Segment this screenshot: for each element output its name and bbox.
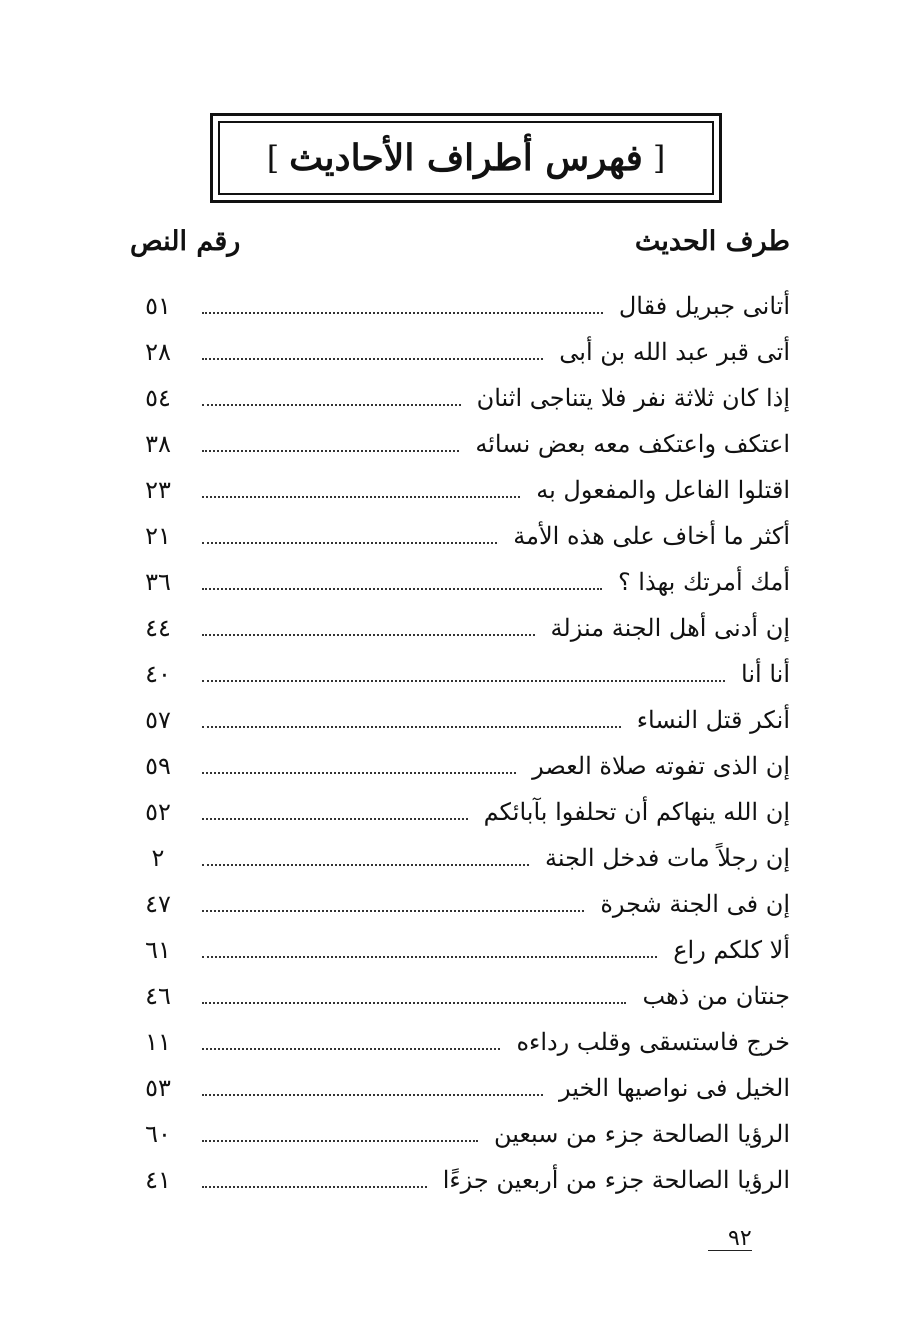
- dot-leader: [202, 1094, 543, 1096]
- hadith-excerpt: أكثر ما أخاف على هذه الأمة: [513, 522, 790, 550]
- text-number: ٣٦: [145, 568, 171, 596]
- dot-leader: [202, 312, 603, 314]
- index-entry: [130, 1157, 790, 1203]
- index-entry: [130, 605, 790, 651]
- text-number: ٥١: [145, 292, 171, 320]
- title-inner-frame: [218, 121, 714, 195]
- text-number: ٥٢: [145, 798, 171, 826]
- dot-leader: [202, 680, 725, 682]
- index-entry: [130, 835, 790, 881]
- dot-leader: [202, 588, 602, 590]
- text-number: ٥٣: [145, 1074, 171, 1102]
- dot-leader: [202, 1048, 500, 1050]
- hadith-excerpt: أتانى جبريل فقال: [618, 292, 790, 320]
- text-number: ٢٨: [145, 338, 171, 366]
- hadith-column-header: طرف الحديث: [634, 226, 790, 257]
- hadith-excerpt: إن الذى تفوته صلاة العصر: [532, 752, 790, 780]
- text-number: ٤٦: [145, 982, 171, 1010]
- index-entry: [130, 329, 790, 375]
- dot-leader: [202, 864, 529, 866]
- index-entry: [130, 559, 790, 605]
- title-bracket-open: [: [652, 139, 666, 177]
- hadith-excerpt: جنتان من ذهب: [642, 982, 790, 1010]
- text-number: ١١: [145, 1028, 171, 1056]
- index-entry: [130, 1019, 790, 1065]
- hadith-excerpt: اقتلوا الفاعل والمفعول به: [536, 476, 790, 504]
- text-number: ٥٤: [145, 384, 171, 412]
- index-entry: [130, 1111, 790, 1157]
- index-entry: [130, 375, 790, 421]
- dot-leader: [202, 818, 468, 820]
- hadith-excerpt: الخيل فى نواصيها الخير: [559, 1074, 790, 1102]
- index-entry: [130, 881, 790, 927]
- text-number: ٢٣: [145, 476, 171, 504]
- index-entry: [130, 927, 790, 973]
- index-entry: [130, 651, 790, 697]
- index-list: [130, 283, 790, 1203]
- text-number: ٢: [151, 844, 165, 872]
- index-entry: [130, 973, 790, 1019]
- dot-leader: [202, 1002, 626, 1004]
- dot-leader: [202, 542, 497, 544]
- hadith-excerpt: أتى قبر عبد الله بن أبى: [559, 338, 790, 366]
- dot-leader: [202, 496, 520, 498]
- text-number: ٤٧: [145, 890, 171, 918]
- number-column-header: رقم النص: [130, 226, 241, 257]
- hadith-excerpt: إن رجلاً مات فدخل الجنة: [545, 844, 790, 872]
- dot-leader: [202, 910, 584, 912]
- text-number: ٤٤: [145, 614, 171, 642]
- text-number: ٢١: [145, 522, 171, 550]
- index-entry: [130, 697, 790, 743]
- hadith-excerpt: إن أدنى أهل الجنة منزلة: [550, 614, 790, 642]
- text-number: ٣٨: [145, 430, 171, 458]
- text-number: ٥٧: [145, 706, 171, 734]
- index-entry: [130, 743, 790, 789]
- text-number: ٦٠: [145, 1120, 171, 1148]
- dot-leader: [202, 956, 657, 958]
- index-entry: [130, 789, 790, 835]
- hadith-excerpt: إن الله ينهاكم أن تحلفوا بآبائكم: [483, 798, 790, 826]
- index-entry: [130, 1065, 790, 1111]
- dot-leader: [202, 1140, 478, 1142]
- title-bracket-close: ]: [266, 139, 280, 177]
- index-entry: [130, 283, 790, 329]
- title-frame: [210, 113, 722, 203]
- hadith-excerpt: أنكر قتل النساء: [636, 706, 790, 734]
- index-entry: [130, 421, 790, 467]
- index-entry: [130, 513, 790, 559]
- hadith-excerpt: خرج فاستسقى وقلب رداءه: [516, 1028, 790, 1056]
- dot-leader: [202, 1186, 427, 1188]
- text-number: ٥٩: [145, 752, 171, 780]
- index-entry: [130, 467, 790, 513]
- hadith-excerpt: إذا كان ثلاثة نفر فلا يتناجى اثنان: [476, 384, 790, 412]
- hadith-excerpt: أنا أنا: [741, 660, 790, 688]
- dot-leader: [202, 726, 621, 728]
- dot-leader: [202, 450, 459, 452]
- hadith-excerpt: الرؤيا الصالحة جزء من سبعين: [493, 1120, 790, 1148]
- text-number: ٦١: [145, 936, 171, 964]
- page-number: ٩٢: [708, 1228, 752, 1251]
- dot-leader: [202, 358, 543, 360]
- dot-leader: [202, 772, 516, 774]
- hadith-excerpt: إن فى الجنة شجرة: [600, 890, 790, 918]
- hadith-excerpt: أمك أمرتك بهذا ؟: [617, 568, 790, 596]
- dot-leader: [202, 404, 461, 406]
- hadith-excerpt: ألا كلكم راع: [673, 936, 790, 964]
- hadith-excerpt: الرؤيا الصالحة جزء من أربعين جزءًا: [442, 1166, 790, 1194]
- page-title: فهرس أطراف الأحاديث: [289, 137, 643, 179]
- hadith-excerpt: اعتكف واعتكف معه بعض نسائه: [475, 430, 790, 458]
- dot-leader: [202, 634, 535, 636]
- text-number: ٤٠: [145, 660, 171, 688]
- text-number: ٤١: [145, 1166, 171, 1194]
